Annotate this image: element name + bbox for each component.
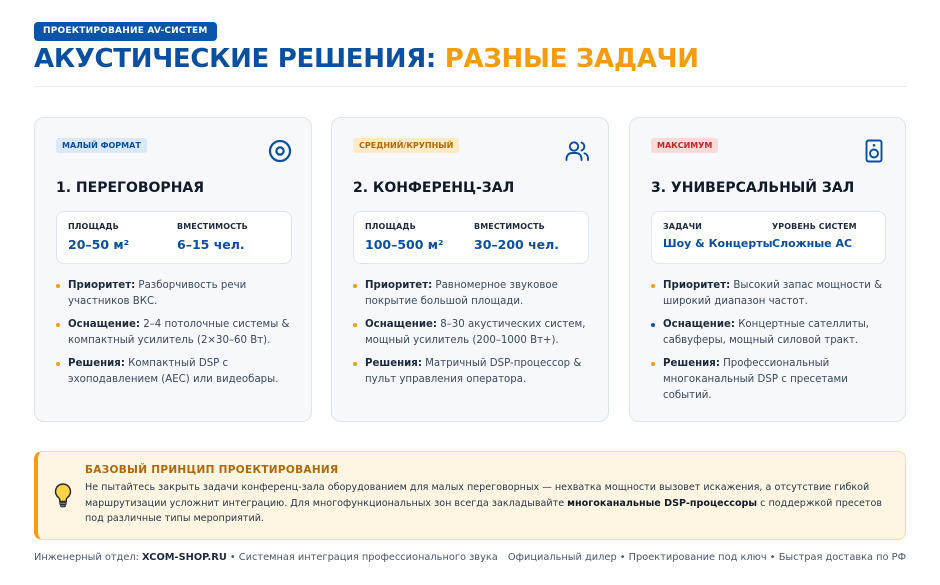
card-points: [651, 278, 891, 411]
footer-left: [34, 552, 498, 563]
list-item: [56, 356, 296, 388]
point-label: Оснащение:: [365, 319, 437, 330]
point-label: Оснащение:: [663, 319, 735, 330]
point-text: Высокий запас мощности & широкий диапазон частот.: [663, 280, 883, 307]
stat-value: Сложные АС: [772, 237, 853, 250]
card-stats: [651, 211, 886, 264]
stat-value: Шоу & Концерты: [663, 237, 773, 250]
card-title: 1. ПЕРЕГОВОРНАЯ: [56, 180, 205, 196]
card-conference-hall: [331, 117, 609, 422]
note-body-text: с поддержкой пресетов под различные типы мероприятий.: [85, 497, 883, 524]
list-item: [56, 278, 296, 310]
stat-label: УРОВЕНЬ СИСТЕМ: [772, 222, 857, 231]
point-label: Решения:: [663, 358, 720, 369]
card-stats: [353, 211, 589, 264]
target-icon: [267, 138, 293, 164]
note-body-emphasis: многоканальные DSP-процессоры: [567, 497, 758, 509]
list-item: [353, 278, 593, 310]
card-points: [353, 278, 593, 395]
point-text: Компактный DSP с эхоподавлением (AEC) или видеобары.: [68, 358, 279, 385]
point-text: Профессиональный многоканальный DSP с пресетами событий.: [663, 358, 848, 401]
stat-value: 20–50 м²: [68, 237, 130, 252]
card-universal-hall: [629, 117, 906, 422]
point-label: Приоритет:: [365, 280, 433, 291]
speaker-icon: [861, 138, 887, 164]
card-points: [56, 278, 296, 395]
stat-value: 30–200 чел.: [474, 237, 560, 252]
page-title-accent: РАЗНЫЕ ЗАДАЧИ: [444, 44, 699, 74]
stat-label: ВМЕСТИМОСТЬ: [177, 222, 248, 231]
point-label: Приоритет:: [663, 280, 731, 291]
lightbulb-icon: [52, 482, 74, 508]
card-title: 2. КОНФЕРЕНЦ-ЗАЛ: [353, 180, 515, 196]
note-body-text: Не пытайтесь закрыть задачи конференц-зала оборудованием для малых переговорных — нехватка мощности вызовет искажения, а отсутствие гибкой маршрутизации усложнит интеграцию. Для многофункциональных зон всегда закладывайте: [85, 482, 870, 509]
note-body: [85, 480, 893, 527]
list-item: [353, 356, 593, 388]
list-item: [651, 356, 891, 404]
card-tag: СРЕДНИЙ/КРУПНЫЙ: [353, 138, 459, 153]
point-label: Решения:: [365, 358, 422, 369]
page-title: [34, 44, 699, 74]
card-stats: [56, 211, 292, 264]
point-text: Матричный DSP-процессор & пульт управления оператора.: [365, 358, 582, 385]
footer-prefix: Инженерный отдел:: [34, 552, 143, 563]
card-title: 3. УНИВЕРСАЛЬНЫЙ ЗАЛ: [651, 180, 855, 196]
card-tag: МАКСИМУМ: [651, 138, 718, 153]
list-item: [651, 317, 891, 349]
point-text: Разборчивость речи участников ВКС.: [68, 280, 247, 307]
point-text: 8–30 акустических систем, мощный усилитель (200–1000 Вт+).: [365, 319, 586, 346]
list-item: [651, 278, 891, 310]
point-text: 2–4 потолочные системы & компактный усилитель (2×30–60 Вт).: [68, 319, 290, 346]
note-title: БАЗОВЫЙ ПРИНЦИП ПРОЕКТИРОВАНИЯ: [85, 464, 339, 476]
list-item: [56, 317, 296, 349]
point-label: Оснащение:: [68, 319, 140, 330]
stat-label: ВМЕСТИМОСТЬ: [474, 222, 545, 231]
footer-suffix: • Системная интеграция профессионального звука: [226, 552, 498, 563]
card-tag: МАЛЫЙ ФОРМАТ: [56, 138, 147, 153]
point-label: Приоритет:: [68, 280, 136, 291]
stat-label: ПЛОЩАДЬ: [68, 222, 119, 231]
point-text: Концертные сателлиты, сабвуферы, мощный силовой тракт.: [663, 319, 870, 346]
stat-value: 6–15 чел.: [177, 237, 245, 252]
footer-site: XCOM-SHOP.RU: [142, 552, 227, 563]
design-principle-note: [34, 451, 906, 540]
solutions-cards: [34, 117, 906, 422]
card-meeting-room: [34, 117, 312, 422]
stat-value: 100–500 м²: [365, 237, 444, 252]
footer-right: Официальный дилер • Проектирование под ключ • Быстрая доставка по РФ: [507, 552, 906, 563]
stat-label: ПЛОЩАДЬ: [365, 222, 416, 231]
list-item: [353, 317, 593, 349]
point-label: Решения:: [68, 358, 125, 369]
title-divider: [34, 86, 906, 87]
point-text: Равномерное звуковое покрытие большой площади.: [365, 280, 558, 307]
section-tag: ПРОЕКТИРОВАНИЕ AV-СИСТЕМ: [34, 22, 217, 41]
stat-label: ЗАДАЧИ: [663, 222, 702, 231]
users-icon: [564, 138, 590, 164]
page-title-main: АКУСТИЧЕСКИЕ РЕШЕНИЯ:: [34, 44, 437, 74]
